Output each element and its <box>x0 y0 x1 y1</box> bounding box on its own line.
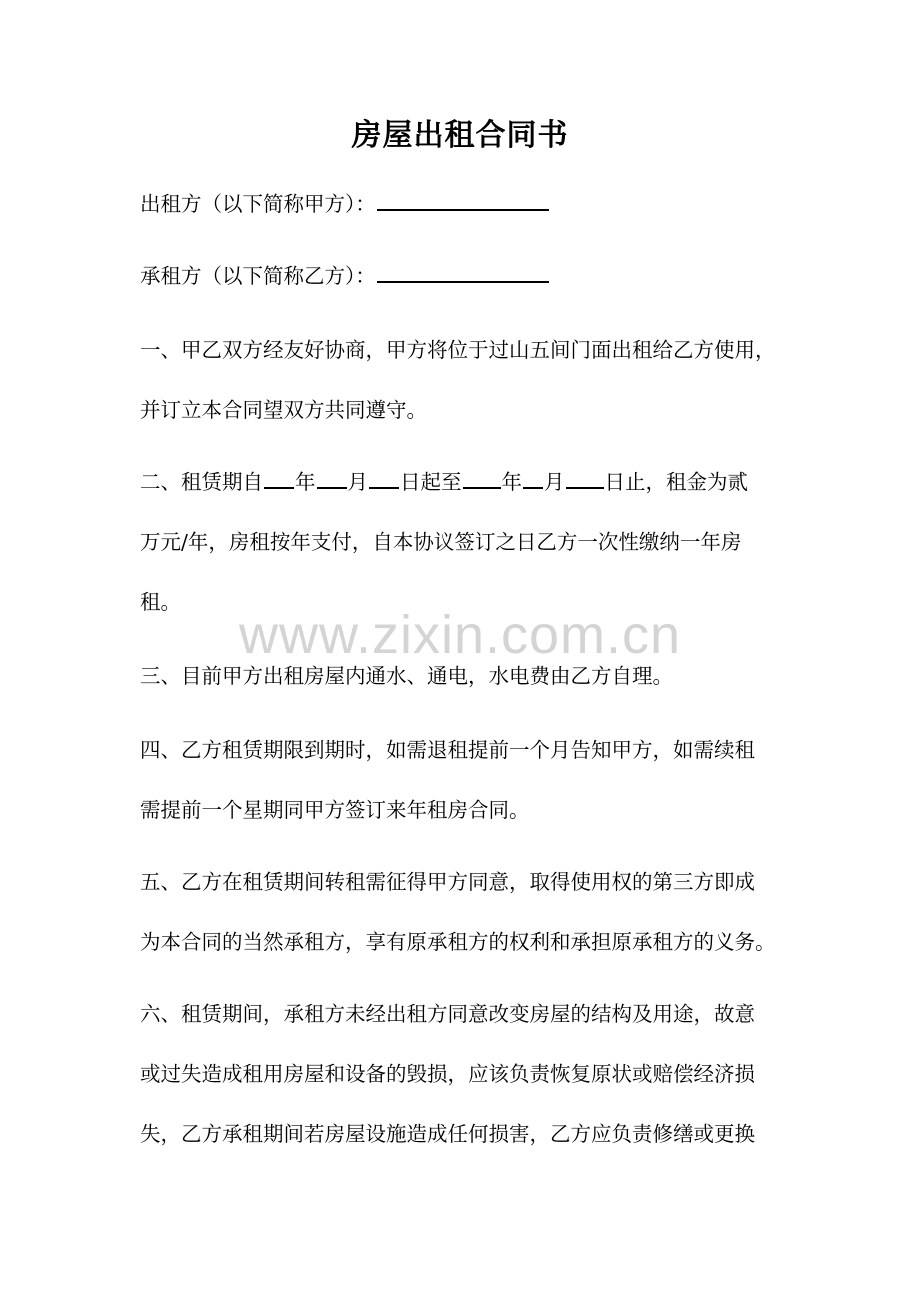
clause-2-seg-1: 二、租赁期自 <box>140 470 263 494</box>
start-year-blank <box>264 465 294 489</box>
start-day-blank <box>369 465 399 489</box>
document-title: 房屋出租合同书 <box>351 118 569 153</box>
end-year-blank <box>463 465 501 489</box>
clause-2-seg-5: 年 <box>501 470 522 494</box>
party-a-label: 出租方（以下简称甲方）： <box>140 192 376 216</box>
clause-3-line-1: 三、目前甲方出租房屋内通水、通电，水电费由乙方自理。 <box>140 664 673 688</box>
clause-2-line-2: 万元/年，房租按年支付，自本协议签订之日乙方一次性缴纳一年房 <box>140 530 742 554</box>
clause-1-line-1: 一、甲乙双方经友好协商，甲方将位于过山五间门面出租给乙方使用， <box>140 338 776 362</box>
clause-2-seg-3: 月 <box>347 470 368 494</box>
clause-4-line-1: 四、乙方租赁期限到期时，如需退租提前一个月告知甲方，如需续租 <box>140 738 755 762</box>
party-a-line <box>140 186 800 222</box>
start-month-blank <box>317 465 347 489</box>
party-a-blank <box>377 187 549 211</box>
clause-2-seg-6: 月 <box>544 470 565 494</box>
clause-6-line-1: 六、租赁期间，承租方未经出租方同意改变房屋的结构及用途，故意 <box>140 1002 755 1026</box>
clause-1-line-2: 并订立本合同望双方共同遵守。 <box>140 398 427 422</box>
party-b-label: 承租方（以下简称乙方）： <box>140 264 376 288</box>
end-month-blank <box>523 465 543 489</box>
clause-2-line-3: 租。 <box>140 590 181 614</box>
clause-6-line-2: 或过失造成租用房屋和设备的毁损，应该负责恢复原状或赔偿经济损 <box>140 1062 755 1086</box>
clause-4-line-2: 需提前一个星期同甲方签订来年租房合同。 <box>140 798 530 822</box>
clause-6-line-3: 失，乙方承租期间若房屋设施造成任何损害，乙方应负责修缮或更换 <box>140 1122 755 1146</box>
clause-2-line-1 <box>140 464 800 500</box>
clause-5-line-2: 为本合同的当然承租方，享有原承租方的权利和承担原承租方的义务。 <box>140 930 776 954</box>
party-b-line <box>140 258 800 294</box>
clause-5-line-1: 五、乙方在租赁期间转租需征得甲方同意，取得使用权的第三方即成 <box>140 870 755 894</box>
clause-2-seg-2: 年 <box>295 470 316 494</box>
watermark: www.zixin.com.cn <box>238 605 682 665</box>
clause-2-seg-4: 日起至 <box>400 470 462 494</box>
party-b-blank <box>377 259 549 283</box>
clause-2-seg-7: 日止，租金为贰 <box>604 470 748 494</box>
end-day-blank <box>566 465 604 489</box>
